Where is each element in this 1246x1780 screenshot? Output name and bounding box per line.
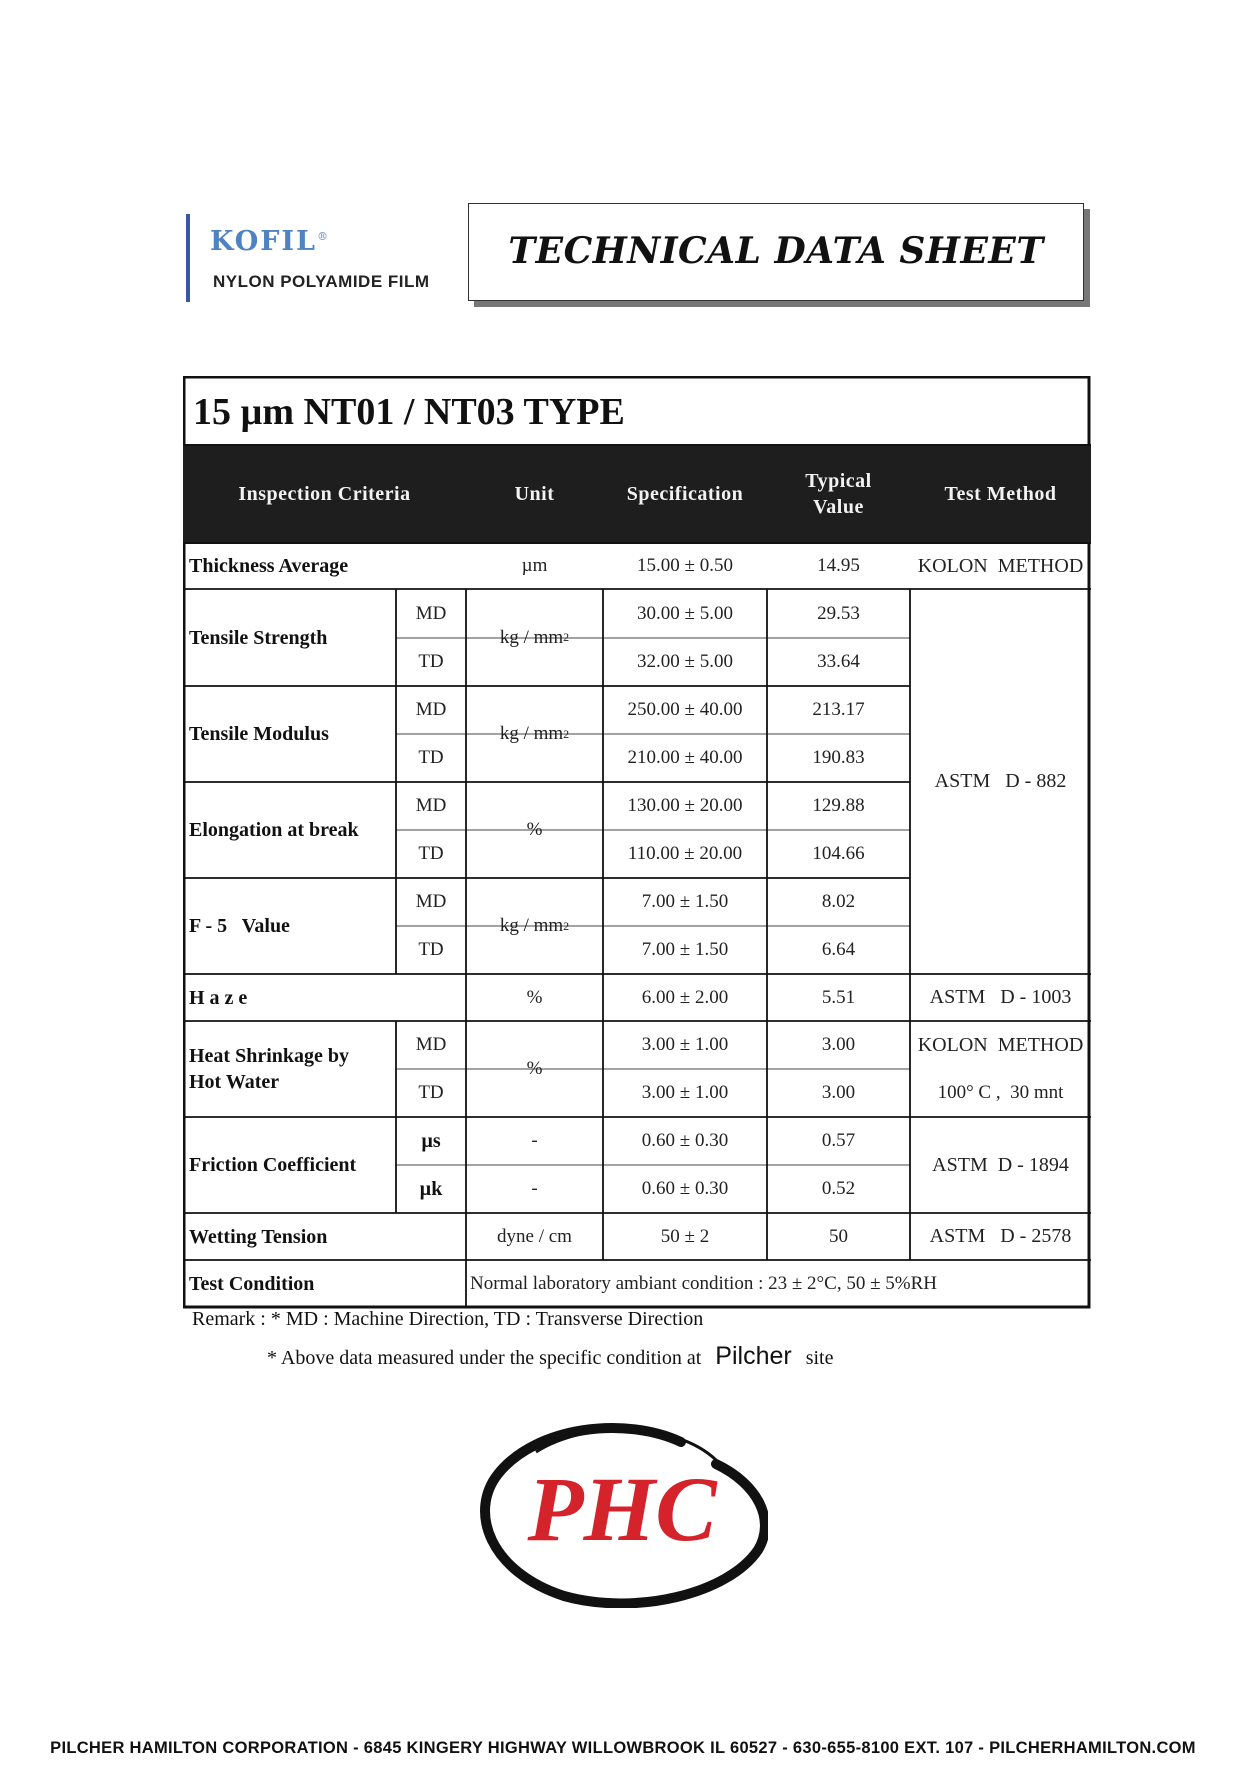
typical-elongation-md: 129.88: [812, 795, 865, 816]
unit-f5-value: kg / mm 2: [499, 915, 570, 936]
method-astm-d882: ASTM D - 882: [934, 770, 1067, 792]
document-title: TECHNICAL DATA SHEET: [508, 230, 1044, 272]
site-name: Pilcher: [715, 1342, 792, 1370]
direction-td: TD: [418, 651, 444, 672]
unit-heat-shrinkage: %: [526, 1058, 543, 1079]
test-condition-value: Normal laboratory ambiant condition : 23 ± 2°C, 50 ± 5%RH: [470, 1272, 937, 1294]
remark-line-2: * Above data measured under the specific condition at Pilcher site: [267, 1342, 834, 1370]
row-label-elongation: Elongation at break: [189, 819, 359, 841]
row-label-tensile-strength: Tensile Strength: [189, 626, 328, 649]
phc-logo: [476, 1412, 768, 1608]
typical-friction-us: 0.57: [821, 1130, 856, 1151]
direction-md: MD: [415, 699, 447, 720]
typical-f5-td: 6.64: [821, 939, 856, 960]
direction-uk: µk: [419, 1178, 443, 1200]
technical-data-sheet-banner: [468, 203, 1084, 301]
spec-shrinkage-md: 3.00 ± 1.00: [641, 1034, 729, 1055]
method-wetting-tension: ASTM D - 2578: [929, 1225, 1072, 1247]
footer-contact: PILCHER HAMILTON CORPORATION - 6845 KINGERY HIGHWAY WILLOWBROOK IL 60527 - 630-655-8100 EXT. 107 - PILCHERHAMILTON.COM: [50, 1739, 1196, 1757]
column-header-test-method: Test Method: [944, 483, 1057, 505]
typical-tensile-modulus-td: 190.83: [812, 747, 865, 768]
typical-haze: 5.51: [821, 986, 856, 1008]
column-header-specification: Specification: [626, 483, 744, 505]
spec-friction-uk: 0.60 ± 0.30: [641, 1178, 729, 1199]
column-header-typical-value: Typical Value: [805, 470, 872, 518]
spec-f5-td: 7.00 ± 1.50: [641, 939, 729, 960]
direction-us: µs: [421, 1130, 441, 1152]
spec-tensile-strength-td: 32.00 ± 5.00: [637, 651, 733, 672]
data-sheet-table: [183, 376, 1091, 1310]
row-label-test-condition: Test Condition: [189, 1272, 315, 1295]
spec-tensile-strength-md: 30.00 ± 5.00: [637, 602, 733, 624]
direction-td: TD: [418, 747, 444, 768]
remarks: [192, 1308, 834, 1370]
spec-tensile-modulus-td: 210.00 ± 40.00: [627, 747, 743, 768]
unit-wetting-tension: dyne / cm: [497, 1225, 572, 1247]
unit-elongation: %: [526, 819, 543, 840]
unit-friction-uk: -: [531, 1178, 538, 1199]
method-shrinkage: KOLON METHOD: [917, 1033, 1084, 1056]
typical-elongation-td: 104.66: [812, 843, 865, 864]
spec-thickness: 15.00 ± 0.50: [637, 555, 733, 576]
unit-tensile-modulus: kg / mm 2: [499, 723, 570, 744]
typical-wetting-tension: 50: [829, 1225, 848, 1247]
brand-subtitle: NYLON POLYAMIDE FILM: [213, 272, 430, 291]
spec-haze: 6.00 ± 2.00: [641, 986, 729, 1008]
direction-td: TD: [418, 843, 444, 864]
typical-tensile-strength-md: 29.53: [817, 602, 860, 624]
spec-tensile-modulus-md: 250.00 ± 40.00: [627, 699, 743, 720]
unit-tensile-strength: kg / mm 2: [499, 626, 570, 648]
spec-elongation-td: 110.00 ± 20.00: [627, 843, 743, 864]
method-haze: ASTM D - 1003: [929, 986, 1072, 1008]
spec-friction-us: 0.60 ± 0.30: [641, 1130, 729, 1151]
direction-md: MD: [415, 602, 447, 624]
row-label-f5-value: F - 5 Value: [189, 915, 290, 937]
row-label-haze: H a z e: [189, 986, 248, 1009]
method-friction: ASTM D - 1894: [932, 1153, 1069, 1176]
method-thickness: KOLON METHOD: [917, 554, 1084, 577]
typical-thickness: 14.95: [817, 555, 860, 576]
direction-md: MD: [415, 891, 447, 912]
column-header-unit: Unit: [514, 483, 555, 505]
unit-haze: %: [526, 986, 543, 1008]
row-label-wetting-tension: Wetting Tension: [189, 1225, 328, 1248]
typical-shrinkage-td: 3.00: [821, 1082, 856, 1103]
column-header-criteria: Inspection Criteria: [238, 483, 411, 505]
spec-wetting-tension: 50 ± 2: [660, 1225, 710, 1247]
spec-elongation-md: 130.00 ± 20.00: [627, 795, 743, 816]
row-label-tensile-modulus: Tensile Modulus: [189, 723, 329, 745]
direction-td: TD: [418, 1082, 444, 1103]
method-shrinkage-condition: 100° C , 30 mnt: [937, 1082, 1064, 1103]
typical-friction-uk: 0.52: [821, 1178, 856, 1199]
brand-name: KOFIL®: [210, 226, 331, 257]
unit-friction-us: -: [531, 1130, 538, 1151]
registered-mark: ®: [317, 230, 331, 243]
spec-shrinkage-td: 3.00 ± 1.00: [641, 1082, 729, 1103]
sheet-title: 15 µm NT01 / NT03 TYPE: [193, 391, 625, 433]
typical-f5-md: 8.02: [821, 891, 856, 912]
brand-accent-bar: [186, 214, 190, 302]
row-label-heat-shrinkage: Heat Shrinkage by Hot Water: [189, 1045, 350, 1093]
typical-shrinkage-md: 3.00: [821, 1034, 856, 1055]
typical-tensile-strength-td: 33.64: [817, 651, 860, 672]
direction-md: MD: [415, 795, 447, 816]
spec-f5-md: 7.00 ± 1.50: [641, 891, 729, 912]
typical-tensile-modulus-md: 213.17: [812, 699, 865, 720]
direction-td: TD: [418, 939, 444, 960]
logo-text: PHC: [527, 1458, 717, 1560]
direction-md: MD: [415, 1034, 447, 1055]
row-label-thickness: Thickness Average: [189, 555, 349, 577]
unit-thickness: µm: [521, 555, 548, 576]
remark-line-1: Remark : * MD : Machine Direction, TD : Transverse Direction: [192, 1308, 704, 1330]
row-label-friction-coefficient: Friction Coefficient: [189, 1154, 357, 1176]
